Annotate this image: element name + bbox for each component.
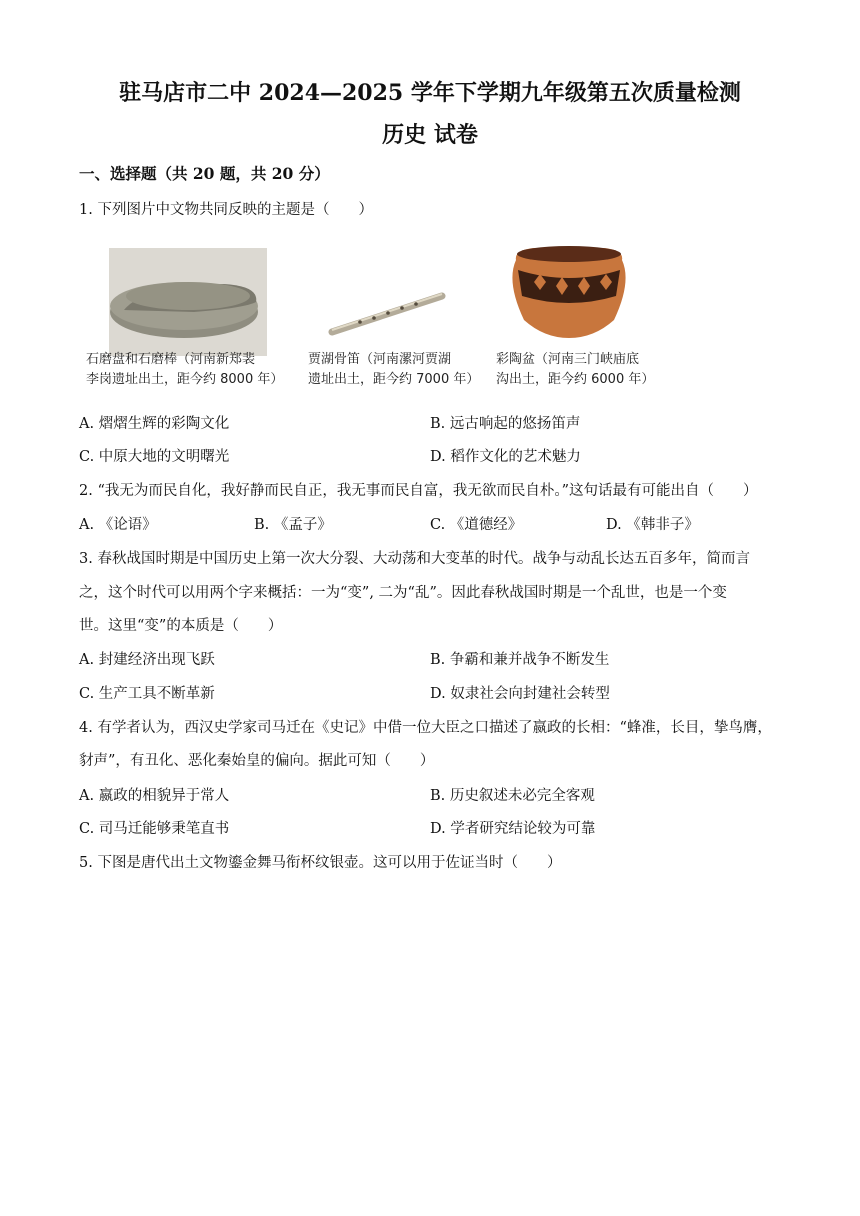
q4-option-a: A. 嬴政的相貌异于常人 (79, 788, 230, 804)
caption-bone-flute: 贾湖骨笛（河南漯河贾湖 遗址出土，距今约 7000 年） (308, 352, 480, 387)
exam-title: 驻马店市二中 2024—2025 学年下学期九年级第五次质量检测 (119, 80, 741, 106)
q3-option-b: B. 争霸和兼并战争不断发生 (430, 652, 610, 668)
q2-option-d: D. 《韩非子》 (606, 517, 699, 533)
q3-option-a: A. 封建经济出现飞跃 (79, 652, 215, 668)
question-4-line-2: 豺声”，有丑化、恶化秦始皇的偏向。据此可知（ ） (79, 753, 435, 769)
question-2-stem: 2. “我无为而民自化，我好静而民自正，我无事而民自富，我无欲而民自朴。”这句话最有可能出自（ ） (79, 483, 758, 499)
caption-grinding-stone: 石磨盘和石磨棒（河南新郑裴 李岗遗址出土，距今约 8000 年） (86, 352, 284, 387)
q4-option-d: D. 学者研究结论较为可靠 (430, 821, 596, 837)
q2-option-a: A. 《论语》 (79, 517, 157, 533)
question-3-line-3: 世。这里“变”的本质是（ ） (79, 618, 283, 634)
question-1-stem: 1. 下列图片中文物共同反映的主题是（ ） (79, 202, 373, 218)
grinding-stone-image (109, 248, 267, 356)
bone-flute-image (332, 294, 442, 332)
q1-option-d: D. 稻作文化的艺术魅力 (430, 449, 581, 465)
exam-subject: 历史 试卷 (382, 122, 478, 148)
question-3-line-2: 之，这个时代可以用两个字来概括：一为“变”, 二为“乱”。因此春秋战国时期是一个乱世，也是一个变 (79, 585, 727, 601)
q1-option-c: C. 中原大地的文明曙光 (79, 449, 230, 465)
question-4-line-1: 4. 有学者认为，西汉史学家司马迁在《史记》中借一位大臣之口描述了嬴政的长相：“蜂准，长目，挚鸟膺， (79, 720, 772, 736)
q2-option-b: B. 《孟子》 (254, 517, 332, 533)
q4-option-b: B. 历史叙述未必完全客观 (430, 788, 595, 804)
section-heading: 一、选择题（共 20 题，共 20 分） (79, 164, 330, 183)
question-5-stem: 5. 下图是唐代出土文物鎏金舞马衔杯纹银壶。这可以用于佐证当时（ ） (79, 855, 562, 871)
q3-option-c: C. 生产工具不断革新 (79, 686, 215, 702)
question-1-figure (84, 240, 664, 400)
q4-option-c: C. 司马迁能够秉笔直书 (79, 821, 230, 837)
q1-option-a: A. 熠熠生辉的彩陶文化 (79, 416, 230, 432)
q3-option-d: D. 奴隶社会向封建社会转型 (430, 686, 610, 702)
question-3-line-1: 3. 春秋战国时期是中国历史上第一次大分裂、大动荡和大变革的时代。战争与动乱长达五百多年，简而言 (79, 551, 750, 567)
q1-option-b: B. 远古响起的悠扬笛声 (430, 416, 581, 432)
painted-pottery-image (512, 246, 625, 338)
q2-option-c: C. 《道德经》 (430, 517, 523, 533)
caption-pottery-basin: 彩陶盆（河南三门峡庙底 沟出土，距今约 6000 年） (496, 352, 655, 387)
